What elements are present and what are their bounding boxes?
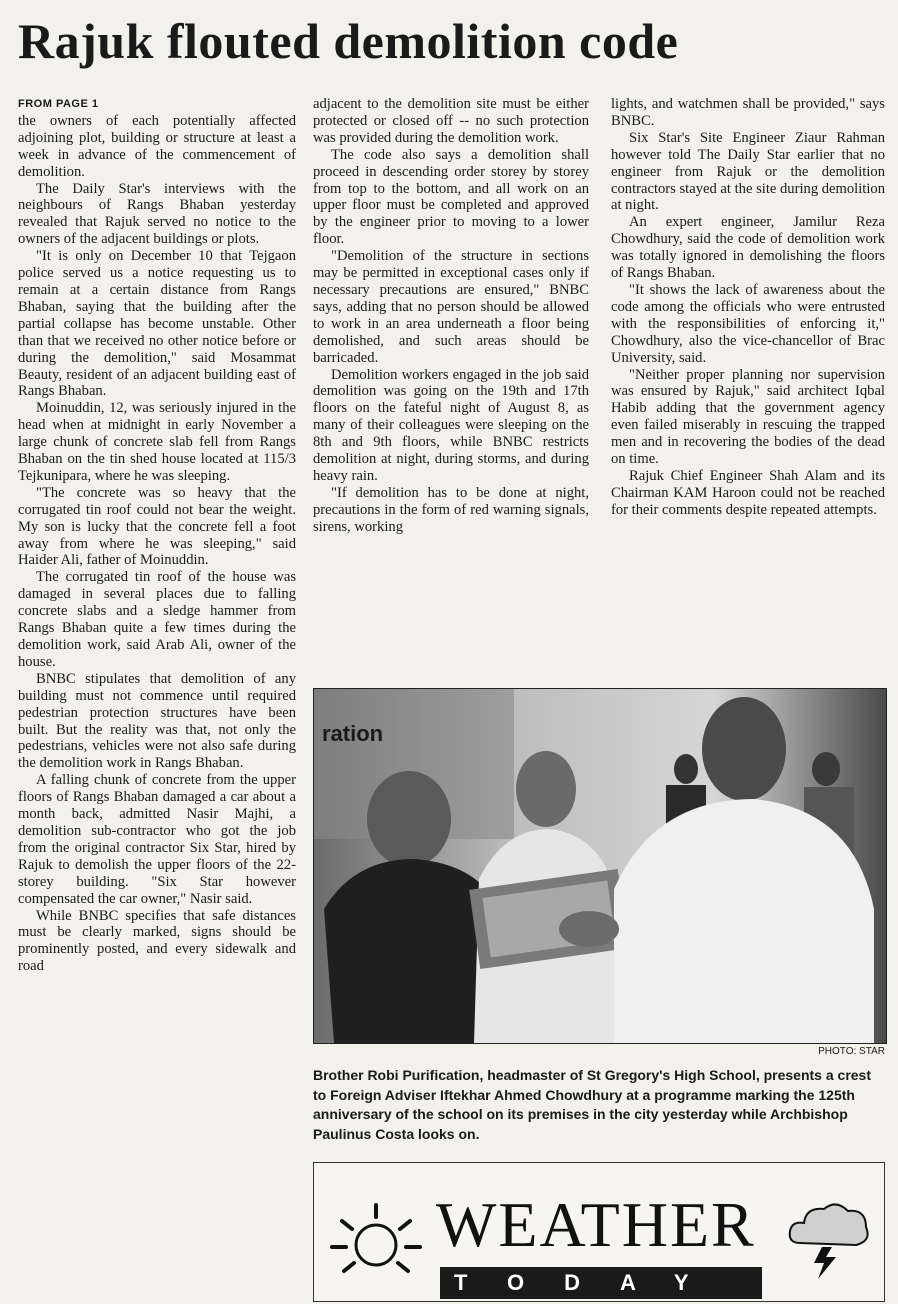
- sun-icon: [328, 1199, 424, 1279]
- paragraph: adjacent to the demolition site must be either protected or closed off -- no such protection was provided during the demolition work.: [313, 96, 589, 146]
- paragraph: "Neither proper planning nor supervision was ensured by Rajuk," said architect Iqbal Habib adding that the government agency even failed miserably in rescuing the trapped men and in recovering the bodies of the dead on time.: [611, 366, 885, 468]
- paragraph: While BNBC specifies that safe distances must be clearly marked, signs should be prominently posted, and every sidewalk and road: [18, 907, 296, 975]
- paragraph: "Demolition of the structure in sections may be permitted in exceptional cases only if necessary precautions are ensured," BNBC says, adding that no person should be allowed to work in an area underneath a floor being demolished, and such areas should be barricaded.: [313, 248, 589, 366]
- banner-text: ration: [322, 721, 384, 746]
- paragraph: Rajuk Chief Engineer Shah Alam and its Chairman KAM Haroon could not be reached for their comments despite repeated attempts.: [611, 467, 885, 518]
- news-photo: [313, 688, 887, 1044]
- article-column-1: [18, 96, 296, 1300]
- paragraph: An expert engineer, Jamilur Reza Chowdhury, said the code of demolition work was totally ignored in demolishing the floors of Rangs Bhaban.: [611, 214, 885, 282]
- paragraph: "If demolition has to be done at night, precautions in the form of red warning signals, sirens, working: [313, 484, 589, 535]
- paragraph: The corrugated tin roof of the house was damaged in several places due to falling concrete slabs and a sledge hammer from Rangs Bhaban quite a few times during the demolition work, said Arab Ali, owner of the house.: [18, 569, 296, 670]
- paragraph: Six Star's Site Engineer Ziaur Rahman however told The Daily Star earlier that no engineer from Rajuk or the demolition contractors stayed at the site during demolition at night.: [611, 129, 885, 214]
- photo-credit: PHOTO: STAR: [818, 1046, 885, 1057]
- headline: Rajuk flouted demolition code: [18, 13, 679, 69]
- weather-title: WEATHER: [436, 1189, 756, 1260]
- article-column-2: [313, 96, 589, 662]
- storm-cloud-icon: [782, 1193, 874, 1283]
- weather-subtitle: TODAY: [440, 1267, 762, 1299]
- article-column-3: [611, 96, 885, 662]
- kicker: FROM PAGE 1: [18, 98, 99, 110]
- paragraph: Demolition workers engaged in the job said demolition was going on the 19th and 17th floors on the fateful night of August 8, as many of their colleagues were sleeping on the 8th and 9th floors, while BNBC restricts demolition at night, during storms, and during heavy rain.: [313, 366, 589, 484]
- paragraph: "It is only on December 10 that Tejgaon police served us a notice requesting us to remain at a certain distance from Rangs Bhaban, saying that the building after the partial collapse has become unstable. Other than that we received no other notice before or during the demolition," said Mosammat Beauty, resident of an adjacent building east of Rangs Bhaban.: [18, 248, 296, 400]
- paragraph: Moinuddin, 12, was seriously injured in the head when at midnight in early November a large chunk of concrete slab fell from Rangs Bhaban on the tin shed house located at 115/3 Tejkunipara, where he was sleeping.: [18, 400, 296, 484]
- paragraph: lights, and watchmen shall be provided," says BNBC.: [611, 96, 885, 129]
- paragraph: The code also says a demolition shall proceed in descending order storey by storey from top to the bottom, and all work on an upper floor must be completed and approved by the engineer prior to moving to a lower floor.: [313, 146, 589, 248]
- paragraph: A falling chunk of concrete from the upper floors of Rangs Bhaban damaged a car about a month back, admitted Nasir Majhi, a demolition sub-contractor who got the job from the original contractor Six Star, hired by Rajuk to demolish the upper floors of the 22-storey building. "Six Star however compensated the car owner," Nasir said.: [18, 772, 296, 907]
- handshake: [559, 911, 619, 947]
- photo-caption: Brother Robi Purification, headmaster of St Gregory's High School, presents a crest to Foreign Adviser Iftekhar Ahmed Chowdhury at a programme marking the 125th anniversary of the school on its premises in the city yesterday while Archbishop Paulinus Costa looks on.: [313, 1067, 872, 1142]
- paragraph: the owners of each potentially affected adjoining plot, building or structure at least a week in advance of the commencement of demolition.: [18, 112, 296, 180]
- paragraph: "It shows the lack of awareness about the code among the officials who were entrusted with the responsibilities of enforcing it," Chowdhury, also the vice-chancellor of Brac University, said.: [611, 281, 885, 366]
- paragraph: The Daily Star's interviews with the neighbours of Rangs Bhaban yesterday revealed that Rajuk served no notice to the owners of the adjacent buildings or plots.: [18, 180, 296, 248]
- paragraph: BNBC stipulates that demolition of any building must not commence until required pedestrian protection structures have been built. But the reality was that, not only the pedestrians, vehicles were not also safe during the demolition work in Rangs Bhaban.: [18, 670, 296, 772]
- paragraph: "The concrete was so heavy that the corrugated tin roof could not bear the weight. My son is lucky that the concrete fell a foot away from where he was sleeping," said Haider Ali, father of Moinuddin.: [18, 484, 296, 569]
- weather-today-box: [313, 1162, 885, 1302]
